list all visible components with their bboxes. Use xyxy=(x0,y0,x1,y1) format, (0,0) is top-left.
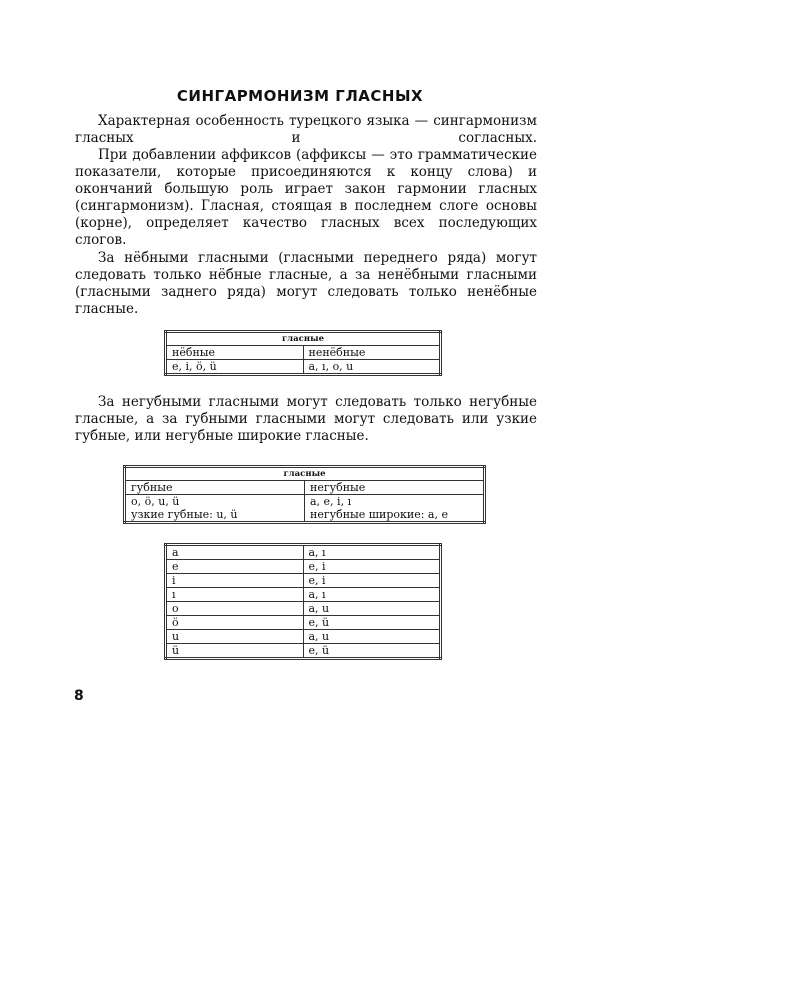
paragraph-3: За нёбными гласными (гласными переднего ряда) могут следовать только нёбные гласные, а за ненёбными гласными (гласными заднего ряда) могут следовать только ненёбные гласные. xyxy=(75,250,537,317)
table3-following: e, ü xyxy=(303,644,441,659)
table3-following: e, i xyxy=(303,560,441,574)
table3-vowel: e xyxy=(166,560,304,574)
paragraph-2: При добавлении аффиксов (аффиксы — это грамматические показатели, которые присоединяются к концу слова) и окончаний большую роль играет закон гармонии гласных (сингармонизм). Гласная, стоящая в последнем слоге основы (корне), определяет качество гласных всех последующих слогов. xyxy=(75,147,537,248)
paragraph-1: Характерная особенность турецкого языка — сингармонизм гласных и согласных. xyxy=(75,113,537,146)
table-palatal-vowels xyxy=(164,330,442,376)
table3-following: a, ı xyxy=(303,545,441,560)
table3-following: e, ü xyxy=(303,616,441,630)
table3-vowel: ö xyxy=(166,616,304,630)
table1-col-nonpalatal: ненёбные xyxy=(303,346,441,360)
table1-col-palatal: нёбные xyxy=(166,346,304,360)
table2-labial-values xyxy=(125,495,305,523)
table3-vowel: a xyxy=(166,545,304,560)
page-title: СИНГАРМОНИЗМ ГЛАСНЫХ xyxy=(176,87,424,105)
table1-header: гласные xyxy=(166,332,441,346)
table3-vowel: u xyxy=(166,630,304,644)
table1-palatal-values: e, i, ö, ü xyxy=(166,360,304,375)
table3-vowel: ı xyxy=(166,588,304,602)
table-vowel-harmony xyxy=(164,543,442,660)
table3-following: a, ı xyxy=(303,588,441,602)
page-number: 8 xyxy=(74,688,84,704)
table3-following: a, u xyxy=(303,602,441,616)
table2-col-labial: губные xyxy=(125,481,305,495)
table2-labial-line1: o, ö, u, ü xyxy=(131,495,180,508)
table2-header: гласные xyxy=(125,467,485,481)
table-labial-vowels xyxy=(123,465,486,524)
table3-vowel: o xyxy=(166,602,304,616)
table2-labial-line2: узкие губные: u, ü xyxy=(131,508,238,521)
table3-following: a, u xyxy=(303,630,441,644)
table3-vowel: ü xyxy=(166,644,304,659)
table2-nonlabial-values xyxy=(305,495,485,523)
table3-following: e, i xyxy=(303,574,441,588)
table3-vowel: i xyxy=(166,574,304,588)
paragraph-4: За негубными гласными могут следовать только негубные гласные, а за губными гласными могут следовать или узкие губные, или негубные широкие гласные. xyxy=(75,394,537,444)
table2-col-nonlabial: негубные xyxy=(305,481,485,495)
table2-nonlabial-line1: a, e, i, ı xyxy=(310,495,352,508)
table2-nonlabial-line2: негубные широкие: a, e xyxy=(310,508,448,521)
table1-nonpalatal-values: a, ı, o, u xyxy=(303,360,441,375)
